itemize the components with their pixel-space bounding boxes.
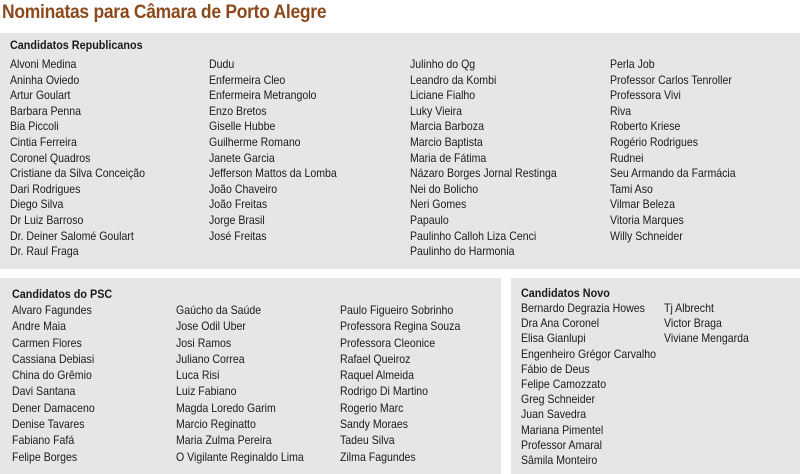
candidate-name: João Freitas bbox=[209, 197, 268, 212]
psc-column-1 bbox=[12, 302, 106, 465]
candidate-name: Professora Regina Souza bbox=[340, 319, 461, 334]
candidate-name: Aninha Oviedo bbox=[10, 72, 80, 87]
republicanos-column-2 bbox=[209, 57, 354, 244]
candidate-name: Professor Amaral bbox=[521, 437, 603, 452]
candidate-name: Alvoni Medina bbox=[10, 57, 77, 71]
candidate-name: Jose Odil Uber bbox=[176, 319, 246, 334]
candidate-name: Tami Aso bbox=[610, 181, 653, 196]
republicanos-column-3 bbox=[410, 57, 577, 260]
candidate-name: Rafael Queiroz bbox=[340, 351, 411, 366]
candidate-name: Bia Piccoli bbox=[10, 119, 59, 134]
candidate-name: Paulinho Calloh Liza Cenci bbox=[410, 228, 537, 243]
psc-column-3 bbox=[340, 302, 477, 465]
candidate-name: Alvaro Fagundes bbox=[12, 303, 92, 317]
candidate-name: Professor Carlos Tenroller bbox=[610, 72, 732, 87]
candidate-name: Dr Luiz Barroso bbox=[10, 212, 84, 227]
candidate-name: Jefferson Mattos da Lomba bbox=[209, 166, 337, 181]
candidate-name: Guilherme Romano bbox=[209, 134, 301, 149]
candidate-name: Marcio Reginatto bbox=[176, 417, 256, 432]
candidate-name: Maria de Fátima bbox=[410, 150, 487, 165]
candidate-name: Juan Savedra bbox=[521, 407, 587, 422]
republicanos-heading: Candidatos Republicanos bbox=[10, 38, 143, 52]
candidate-name: Cassiana Debiasi bbox=[12, 351, 95, 366]
candidate-name: Viviane Mengarda bbox=[664, 331, 749, 346]
candidate-name: Dudu bbox=[209, 57, 235, 71]
republicanos-column-4 bbox=[610, 57, 753, 244]
candidate-name: Denise Tavares bbox=[12, 417, 85, 432]
candidate-name: Dra Ana Coronel bbox=[521, 316, 600, 331]
candidate-name: Maria Zulma Pereira bbox=[176, 433, 272, 448]
candidate-name: Carmen Flores bbox=[12, 335, 82, 350]
candidate-name: Seu Armando da Farmácia bbox=[610, 166, 736, 181]
candidate-name: Dr. Raul Fraga bbox=[10, 244, 79, 259]
psc-heading: Candidatos do PSC bbox=[12, 287, 113, 301]
candidate-name: Nei do Bolicho bbox=[410, 181, 479, 196]
candidate-name: Luca Risi bbox=[176, 368, 220, 383]
candidate-name: Rogério Rodrigues bbox=[610, 134, 699, 149]
candidate-name: Rogerio Marc bbox=[340, 400, 404, 415]
candidate-name: Cristiane da Silva Conceição bbox=[10, 166, 146, 181]
candidate-name: Artur Goulart bbox=[10, 88, 71, 103]
candidate-name: Sâmila Monteiro bbox=[521, 453, 598, 468]
candidate-name: Cintia Ferreira bbox=[10, 134, 77, 149]
candidate-name: Dener Damaceno bbox=[12, 400, 95, 415]
candidate-name: Rudnei bbox=[610, 150, 644, 165]
candidate-name: Tadeu Silva bbox=[340, 433, 395, 448]
candidate-name: José Freitas bbox=[209, 228, 267, 243]
candidate-name: Názaro Borges Jornal Restinga bbox=[410, 166, 557, 181]
candidate-name: Dari Rodrigues bbox=[10, 181, 81, 196]
candidate-name: Engenheiro Grégor Carvalho bbox=[521, 346, 657, 361]
candidate-name: Enfermeira Metrangolo bbox=[209, 88, 317, 103]
candidate-name: Luky Vieira bbox=[410, 103, 463, 118]
candidate-name: Felipe Camozzato bbox=[521, 377, 607, 392]
novo-column-1 bbox=[521, 301, 674, 468]
candidate-name: Raquel Almeida bbox=[340, 368, 414, 383]
candidate-name: Professora Cleonice bbox=[340, 335, 436, 350]
candidate-name: Luiz Fabiano bbox=[176, 384, 237, 399]
candidate-name: João Chaveiro bbox=[209, 181, 278, 196]
psc-column-2 bbox=[176, 302, 321, 465]
candidate-name: Davi Santana bbox=[12, 384, 76, 399]
candidate-name: Sandy Moraes bbox=[340, 417, 409, 432]
candidate-name: Paulinho do Harmonia bbox=[410, 244, 515, 259]
candidate-name: Greg Schneider bbox=[521, 392, 595, 407]
candidate-name: Barbara Penna bbox=[10, 103, 82, 118]
candidate-name: Paulo Figueiro Sobrinho bbox=[340, 303, 454, 317]
page-title: Nominatas para Câmara de Porto Alegre bbox=[2, 2, 327, 23]
candidate-name: Zilma Fagundes bbox=[340, 449, 416, 464]
candidate-name: Felipe Borges bbox=[12, 449, 78, 464]
republicanos-box bbox=[0, 33, 800, 269]
candidate-name: Leandro da Kombi bbox=[410, 72, 497, 87]
candidate-name: Julinho do Qg bbox=[410, 57, 476, 71]
candidate-name: Fábio de Deus bbox=[521, 361, 590, 376]
candidate-name: Gaúcho da Saúde bbox=[176, 303, 262, 317]
candidate-name: Fabiano Fafá bbox=[12, 433, 75, 448]
novo-heading: Candidatos Novo bbox=[521, 286, 610, 300]
candidate-name: Vitoria Marques bbox=[610, 212, 684, 227]
candidate-name: Roberto Kriese bbox=[610, 119, 681, 134]
candidate-name: Tj Albrecht bbox=[664, 301, 714, 315]
candidate-name: Marcia Barboza bbox=[410, 119, 484, 134]
republicanos-column-1 bbox=[10, 57, 163, 260]
candidate-name: Giselle Hubbe bbox=[209, 119, 276, 134]
candidate-name: Josi Ramos bbox=[176, 335, 232, 350]
candidate-name: Vilmar Beleza bbox=[610, 197, 675, 212]
candidate-name: China do Grêmio bbox=[12, 368, 92, 383]
candidate-name: Willy Schneider bbox=[610, 228, 683, 243]
candidate-name: Juliano Correa bbox=[176, 351, 245, 366]
candidate-name: Marcio Baptista bbox=[410, 134, 483, 149]
candidate-name: Riva bbox=[610, 103, 632, 118]
candidate-name: Mariana Pimentel bbox=[521, 422, 604, 437]
candidate-name: Enfermeira Cleo bbox=[209, 72, 286, 87]
candidate-name: Rodrigo Di Martino bbox=[340, 384, 429, 399]
novo-box bbox=[511, 278, 800, 474]
candidate-name: Elisa Gianlupi bbox=[521, 331, 586, 346]
candidate-name: Coronel Quadros bbox=[10, 150, 91, 165]
candidate-name: Victor Braga bbox=[664, 316, 722, 331]
candidate-name: Perla Job bbox=[610, 57, 655, 71]
candidate-name: Jorge Brasil bbox=[209, 212, 265, 227]
candidate-name: O Vigilante Reginaldo Lima bbox=[176, 449, 304, 464]
candidate-name: Papaulo bbox=[410, 212, 449, 227]
candidate-name: Bernardo Degrazia Howes bbox=[521, 301, 645, 315]
psc-box bbox=[0, 278, 501, 474]
candidate-name: Diego Silva bbox=[10, 197, 64, 212]
candidate-name: Andre Maia bbox=[12, 319, 67, 334]
candidate-name: Enzo Bretos bbox=[209, 103, 267, 118]
novo-column-2 bbox=[664, 301, 761, 347]
candidate-name: Janete Garcia bbox=[209, 150, 275, 165]
candidate-name: Neri Gomes bbox=[410, 197, 467, 212]
candidate-name: Dr. Deiner Salomé Goulart bbox=[10, 228, 134, 243]
candidate-name: Liciane Fialho bbox=[410, 88, 476, 103]
candidate-name: Professora Vivi bbox=[610, 88, 681, 103]
candidate-name: Magda Loredo Garim bbox=[176, 400, 276, 415]
